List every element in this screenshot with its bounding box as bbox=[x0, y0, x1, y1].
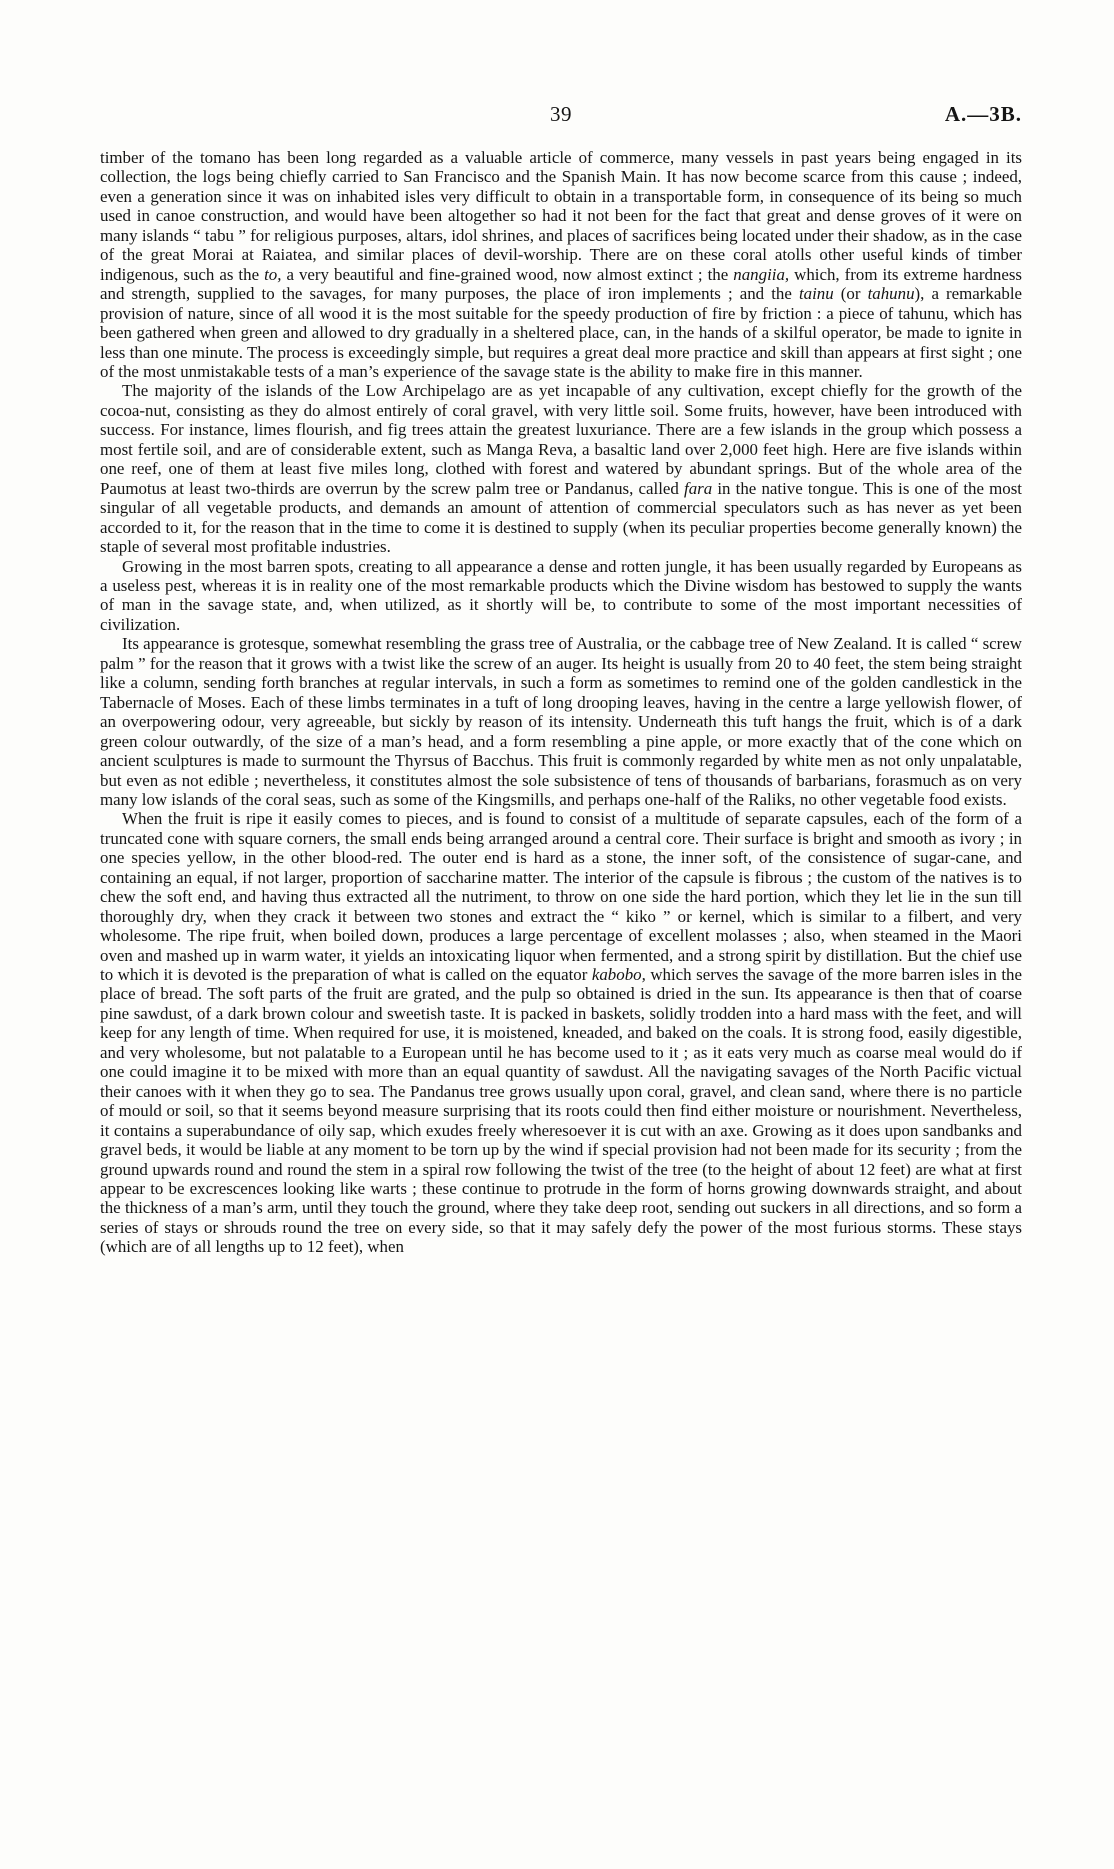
page-header bbox=[100, 100, 1022, 134]
text-run: Growing in the most barren spots, creating to all appearance a dense and rotten jungle, it has been usually regarded by Europeans as a useless pest, whereas it is in reality one of the most remarkable products which the Divine wisdom has bestowed to supply the wants of man in the savage state, and, when utilized, as it shortly will be, to contribute to some of the most important necessities of civilization. bbox=[100, 556, 1022, 634]
text-run: ), a remarkable provision of nature, since of all wood it is the most suitable for the speedy production of fire by friction : a piece of tahunu, which has been gathered when green and allowed to dry gradually in a sheltered place, can, in the hands of a skilful operator, be made to ignite in less than one minute. The process is exceedingly simple, but requires a great deal more practice and skill than appears at first sight ; one of the most unmistakable tests of a man’s experience of the savage state is the ability to make fire in this manner. bbox=[100, 284, 1023, 381]
paragraph bbox=[100, 148, 1022, 381]
paragraph bbox=[100, 381, 1022, 556]
text-run: in the native tongue. This is one of the most singular of all vegetable products, and demands an amount of attention of commercial speculators such as has never as yet been accorded to it, for the reason that in the time to come it is destined to supply (when its peculiar properties become generally known) the staple of several most profitable industries. bbox=[100, 478, 1022, 557]
paragraph bbox=[100, 557, 1022, 635]
text-run: a very beautiful and fine-grained wood, now almost extinct ; the bbox=[281, 264, 734, 284]
page-number: 39 bbox=[550, 102, 572, 126]
text-run: When the fruit is ripe it easily comes to pieces, and is found to consist of a multitude of separate capsules, each of the form of a truncated cone with square corners, the small ends being arranged around a central core. Their surface is bright and smooth as ivory ; in one species yellow, in the other blood-red. The outer end is hard as a stone, the inner soft, of the consistence of sugar-cane, and containing an equal, if not larger, proportion of saccharine matter. The interior of the capsule is fibrous ; the custom of the natives is to chew the soft end, and having thus extracted all the nutriment, to throw on one side the hard portion, which they let lie in the sun till thoroughly dry, when they crack it between two stones and extract the “ kiko ” or kernel, which is similar to a filbert, and very wholesome. The ripe fruit, when boiled down, produces a large percentage of excellent molasses ; also, when steamed in the Maori oven and mashed up in warm water, it yields an intoxicating liquor when fermented, and a strong spirit by distillation. But the chief use to which it is devoted is the preparation of what is called on the equator bbox=[100, 809, 1022, 985]
paragraph bbox=[100, 634, 1022, 809]
paragraph bbox=[100, 809, 1022, 1256]
italic-term: nangiia, bbox=[733, 264, 790, 284]
italic-term: to, bbox=[264, 264, 282, 284]
text-run: which serves the savage of the more barren isles in the place of bread. The soft parts of the fruit are grated, and the pulp so obtained is dried in the sun. Its appearance is then that of coarse pine sawdust, of a dark brown colour and sweetish taste. It is packed in baskets, solidly trodden into a hard mass with the feet, and will keep for any length of time. When required for use, it is moistened, kneaded, and baked on the coals. It is strong food, easily digestible, and very wholesome, but not palatable to a European until he has become used to it ; as it eats very much as coarse meal would do if one could imagine it to be mixed with more than an equal quantity of sawdust. All the navigating savages of the North Pacific victual their canoes with it when they go to sea. The Pandanus tree grows usually upon coral, gravel, and clean sand, where there is no particle of mould or soil, so that it seems beyond measure surprising that its roots could then find either moisture or nourishment. Nevertheless, it contains a superabundance of oily sap, which exudes freely wheresoever it is cut with an axe. Growing as it does upon sandbanks and gravel beds, it would be liable at any moment to be torn up by the wind if special provision had not been made for its security ; from the ground upwards round and round the stem in a spiral row following the twist of the tree (to the height of about 12 feet) are what at first appear to be excrescences looking like warts ; these continue to protrude in the form of horns growing downwards straight, and about the thickness of a man’s arm, until they touch the ground, where they take deep root, sending out suckers in all directions, and so form a series of stays or shrouds round the tree on every side, so that it may safely defy the power of the most furious storms. These stays (which are of all lengths up to 12 feet), when bbox=[100, 965, 1022, 1257]
italic-term: tahunu bbox=[867, 284, 915, 304]
text-run: Its appearance is grotesque, somewhat resembling the grass tree of Australia, or the cabbage tree of New Zealand. It is called “ screw palm ” for the reason that it grows with a twist like the screw of an auger. Its height is usually from 20 to 40 feet, the stem being straight like a column, sending forth branches at regular intervals, in such a form as sometimes to remind one of the golden candlestick in the Tabernacle of Moses. Each of these limbs terminates in a tuft of long drooping leaves, having in the centre a large yellowish flower, of an overpowering odour, very agreeable, but sickly by reason of its intensity. Underneath this tuft hangs the fruit, which is of a dark green colour outwardly, of the size of a man’s head, and a form resembling a pine apple, or more exactly that of the cone which on ancient sculptures is made to surmount the Thyrsus of Bacchus. This fruit is commonly regarded by white men as not only unpalatable, but even as not edible ; nevertheless, it constitutes almost the sole subsistence of tens of thousands of barbarians, forasmuch as on very many low islands of the coral seas, such as some of the Kingsmills, and perhaps one-half of the Raliks, no other vegetable food exists. bbox=[100, 634, 1022, 809]
text-run: which, from its extreme hardness and strength, supplied to the savages, for many purposes, the place of iron implements ; and the bbox=[100, 264, 1022, 304]
italic-term: tainu bbox=[798, 284, 834, 304]
italic-term: kabobo, bbox=[591, 965, 646, 985]
text-run: (or bbox=[833, 284, 868, 304]
text-run: timber of the tomano has been long regarded as a valuable article of commerce, many vessels in past years being engaged in its collection, the logs being chiefly carried to San Francisco and the Spanish Main. It has now become scarce from this cause ; indeed, even a generation since it was on inhabited isles very difficult to obtain in a transportable form, in consequence of its being so much used in canoe construction, and would have been altogether so had it not been for the fact that great and dense groves of it were on many islands “ tabu ” for religious purposes, altars, idol shrines, and places of sacrifices being located under their shadow, as in the case of the great Morai at Raiatea, and similar places of devil-worship. There are on these coral atolls other useful kinds of timber indigenous, such as the bbox=[100, 148, 1022, 284]
italic-term: fara bbox=[684, 478, 713, 498]
text-run: The majority of the islands of the Low Archipelago are as yet incapable of any cultivation, except chiefly for the growth of the cocoa-nut, consisting as they do almost entirely of coral gravel, with very little soil. Some fruits, however, have been introduced with success. For instance, limes flourish, and fig trees attain the greatest luxuriance. There are a few islands in the group which possess a most fertile soil, and are of considerable extent, such as Manga Reva, a basaltic land over 2,000 feet high. Here are five islands within one reef, one of them at least five miles long, clothed with forest and watered by abundant springs. But of the whole area of the Paumotus at least two-thirds are overrun by the screw palm tree or Pandanus, called bbox=[100, 381, 1022, 498]
body-text bbox=[100, 148, 1022, 1257]
document-reference: A.—3B. bbox=[944, 102, 1022, 126]
